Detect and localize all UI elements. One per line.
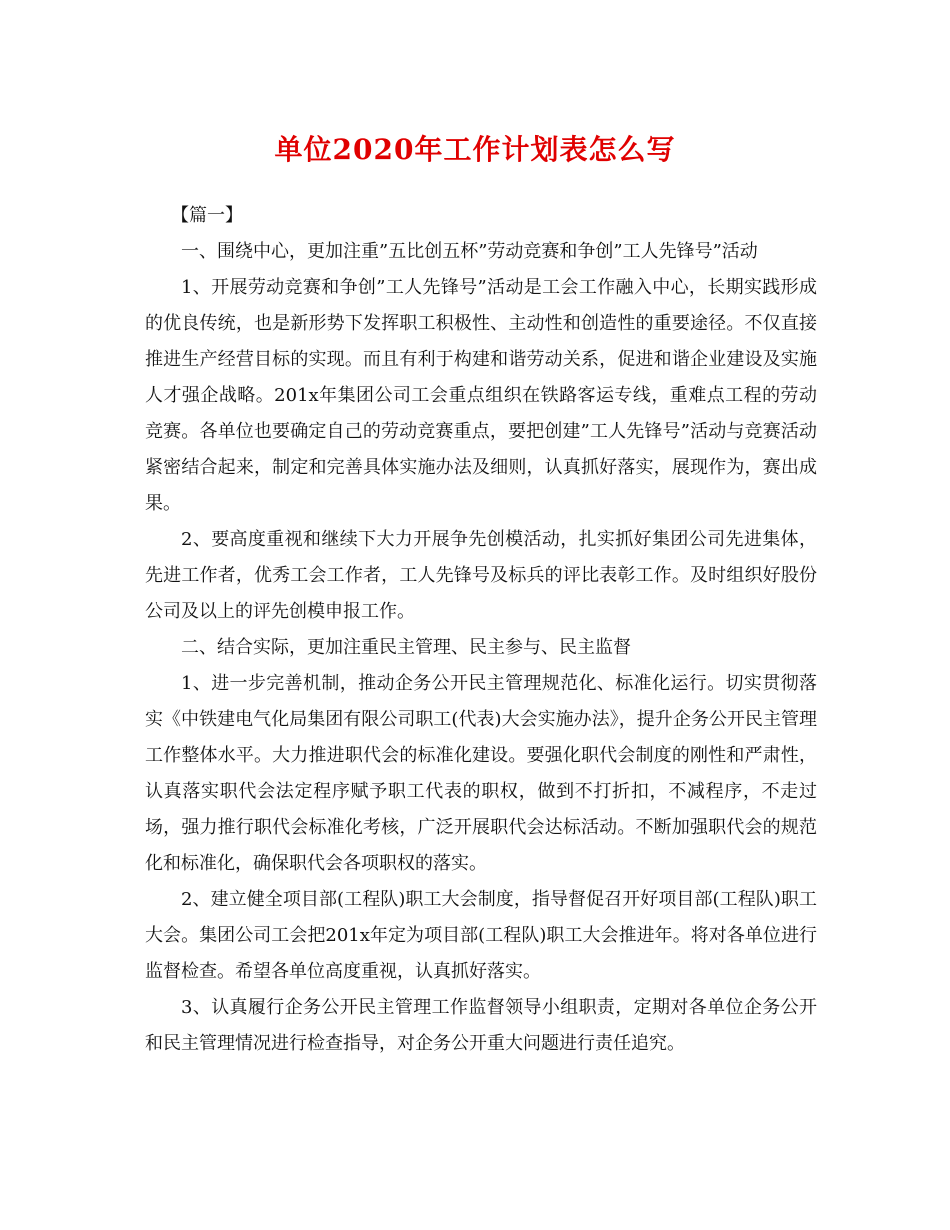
heading-1: 一、围绕中心，更加注重”五比创五杯”劳动竞赛和争创”工人先锋号”活动 xyxy=(181,241,758,262)
paragraph: 2、要高度重视和继续下大力开展争先创模活动，扎实抓好集团公司先进集体，先进工作者，优秀工会工作者，工人先锋号及标兵的评比表彰工作。及时组织好股份公司及以上的评先创模申报工作。 xyxy=(145,529,817,622)
heading-2: 二、结合实际，更加注重民主管理、民主参与、民主监督 xyxy=(181,637,631,658)
document-title: 单位2020年工作计划表怎么写 xyxy=(274,133,676,166)
paragraph: 1、进一步完善机制，推动企务公开民主管理规范化、标准化运行。切实贯彻落实《中铁建电气化局集团有限公司职工(代表)大会实施办法》，提升企务公开民主管理工作整体水平。大力推进职代会的标准化建设。要强化职代会制度的刚性和严肃性，认真落实职代会法定程序赋予职工代表的职权，做到不打折扣，不减程序，不走过场，强力推行职代会标准化考核，广泛开展职代会达标活动。不断加强职代会的规范化和标准化，确保职代会各项职权的落实。 xyxy=(145,673,817,874)
section-label: 【篇一】 xyxy=(171,205,243,226)
paragraph: 3、认真履行企务公开民主管理工作监督领导小组职责，定期对各单位企务公开和民主管理情况进行检查指导，对企务公开重大问题进行责任追究。 xyxy=(145,997,817,1054)
document-body xyxy=(145,198,817,1062)
paragraph: 1、开展劳动竞赛和争创”工人先锋号”活动是工会工作融入中心，长期实践形成的优良传统，也是新形势下发挥职工积极性、主动性和创造性的重要途径。不仅直接推进生产经营目标的实现。而且有利于构建和谐劳动关系，促进和谐企业建设及实施人才强企战略。201x年集团公司工会重点组织在铁路客运专线，重难点工程的劳动竞赛。各单位也要确定自己的劳动竞赛重点，要把创建”工人先锋号”活动与竞赛活动紧密结合起来，制定和完善具体实施办法及细则，认真抓好落实，展现作为，赛出成果。 xyxy=(145,277,817,514)
paragraph: 2、建立健全项目部(工程队)职工大会制度，指导督促召开好项目部(工程队)职工大会。集团公司工会把201x年定为项目部(工程队)职工大会推进年。将对各单位进行监督检查。希望各单位高度重视，认真抓好落实。 xyxy=(145,889,817,982)
